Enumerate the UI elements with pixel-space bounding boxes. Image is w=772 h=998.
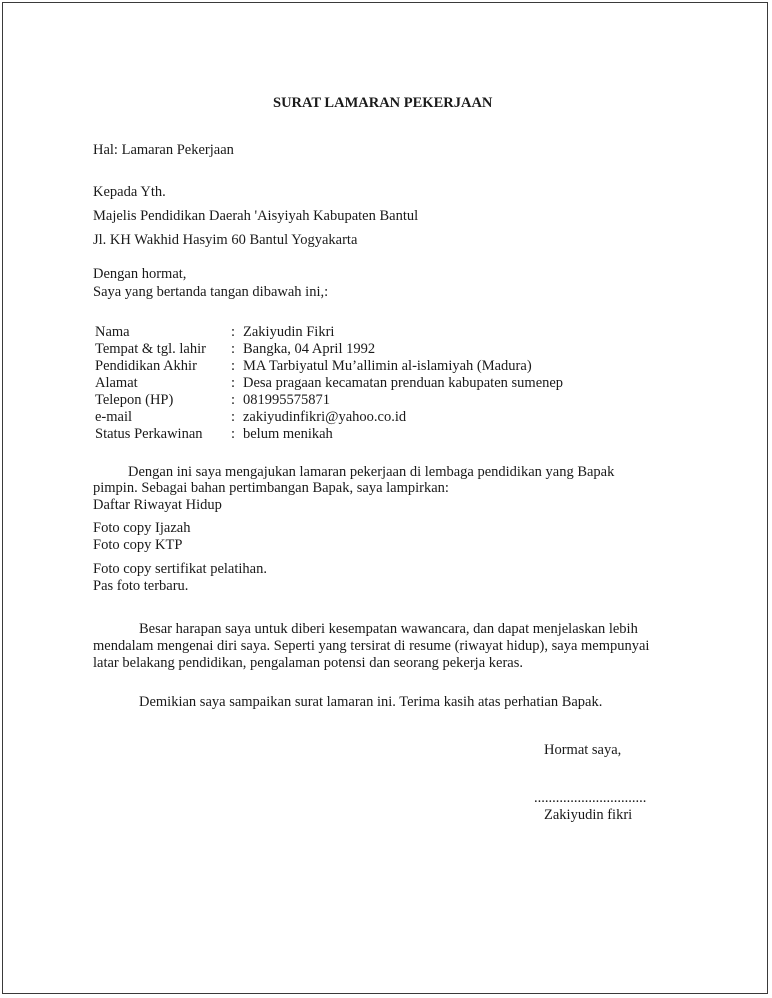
field-separator: : <box>231 426 236 442</box>
field-separator: : <box>231 409 236 425</box>
recipient-name: Majelis Pendidikan Daerah 'Aisyiyah Kabupaten Bantul <box>93 208 419 224</box>
hope-line-3: latar belakang pendidikan, pengalaman potensi dan seorang pekerja keras. <box>93 655 523 671</box>
field-value: 081995575871 <box>243 392 330 408</box>
salutation: Dengan hormat, <box>93 266 187 282</box>
field-separator: : <box>231 375 236 391</box>
field-label: Tempat & tgl. lahir <box>95 341 206 357</box>
field-value: Bangka, 04 April 1992 <box>243 341 376 357</box>
letter-page <box>2 2 768 994</box>
attachment-item: Foto copy sertifikat pelatihan. <box>93 561 267 577</box>
field-separator: : <box>231 392 236 408</box>
letter-subject: Hal: Lamaran Pekerjaan <box>93 142 234 158</box>
field-value: zakiyudinfikri@yahoo.co.id <box>243 409 407 425</box>
signature-regards: Hormat saya, <box>544 742 622 758</box>
attachment-item: Pas foto terbaru. <box>93 578 189 594</box>
field-value: Desa pragaan kecamatan prenduan kabupaten sumenep <box>243 375 564 391</box>
field-separator: : <box>231 341 236 357</box>
field-label: e-mail <box>95 409 133 425</box>
letter-title: SURAT LAMARAN PEKERJAAN <box>273 95 493 111</box>
field-label: Status Perkawinan <box>95 426 203 442</box>
hope-line-1: Besar harapan saya untuk diberi kesempatan wawancara, dan dapat menjelaskan lebih <box>139 621 638 637</box>
field-value: MA Tarbiyatul Mu’allimin al-islamiyah (Madura) <box>243 358 532 374</box>
hope-line-2: mendalam mengenai diri saya. Seperti yang tersirat di resume (riwayat hidup), saya mempunyai <box>93 638 650 654</box>
field-separator: : <box>231 358 236 374</box>
signature-name: Zakiyudin fikri <box>544 807 633 823</box>
intro-line: Saya yang bertanda tangan dibawah ini,: <box>93 284 329 300</box>
recipient-address: Jl. KH Wakhid Hasyim 60 Bantul Yogyakarta <box>93 232 358 248</box>
field-value: belum menikah <box>243 426 333 442</box>
field-label: Alamat <box>95 375 138 391</box>
field-label: Pendidikan Akhir <box>95 358 197 374</box>
attachment-item: Foto copy KTP <box>93 537 183 553</box>
application-line-2: pimpin. Sebagai bahan pertimbangan Bapak, saya lampirkan: <box>93 480 449 496</box>
attachment-item: Foto copy Ijazah <box>93 520 191 536</box>
recipient-greeting: Kepada Yth. <box>93 184 166 200</box>
signature-line: ............................... <box>534 790 647 806</box>
application-line-1: Dengan ini saya mengajukan lamaran pekerjaan di lembaga pendidikan yang Bapak <box>128 464 615 480</box>
closing-line: Demikian saya sampaikan surat lamaran ini. Terima kasih atas perhatian Bapak. <box>139 694 603 710</box>
field-label: Telepon (HP) <box>95 392 174 408</box>
field-value: Zakiyudin Fikri <box>243 324 335 340</box>
attachment-item: Daftar Riwayat Hidup <box>93 497 222 513</box>
field-separator: : <box>231 324 236 340</box>
field-label: Nama <box>95 324 130 340</box>
